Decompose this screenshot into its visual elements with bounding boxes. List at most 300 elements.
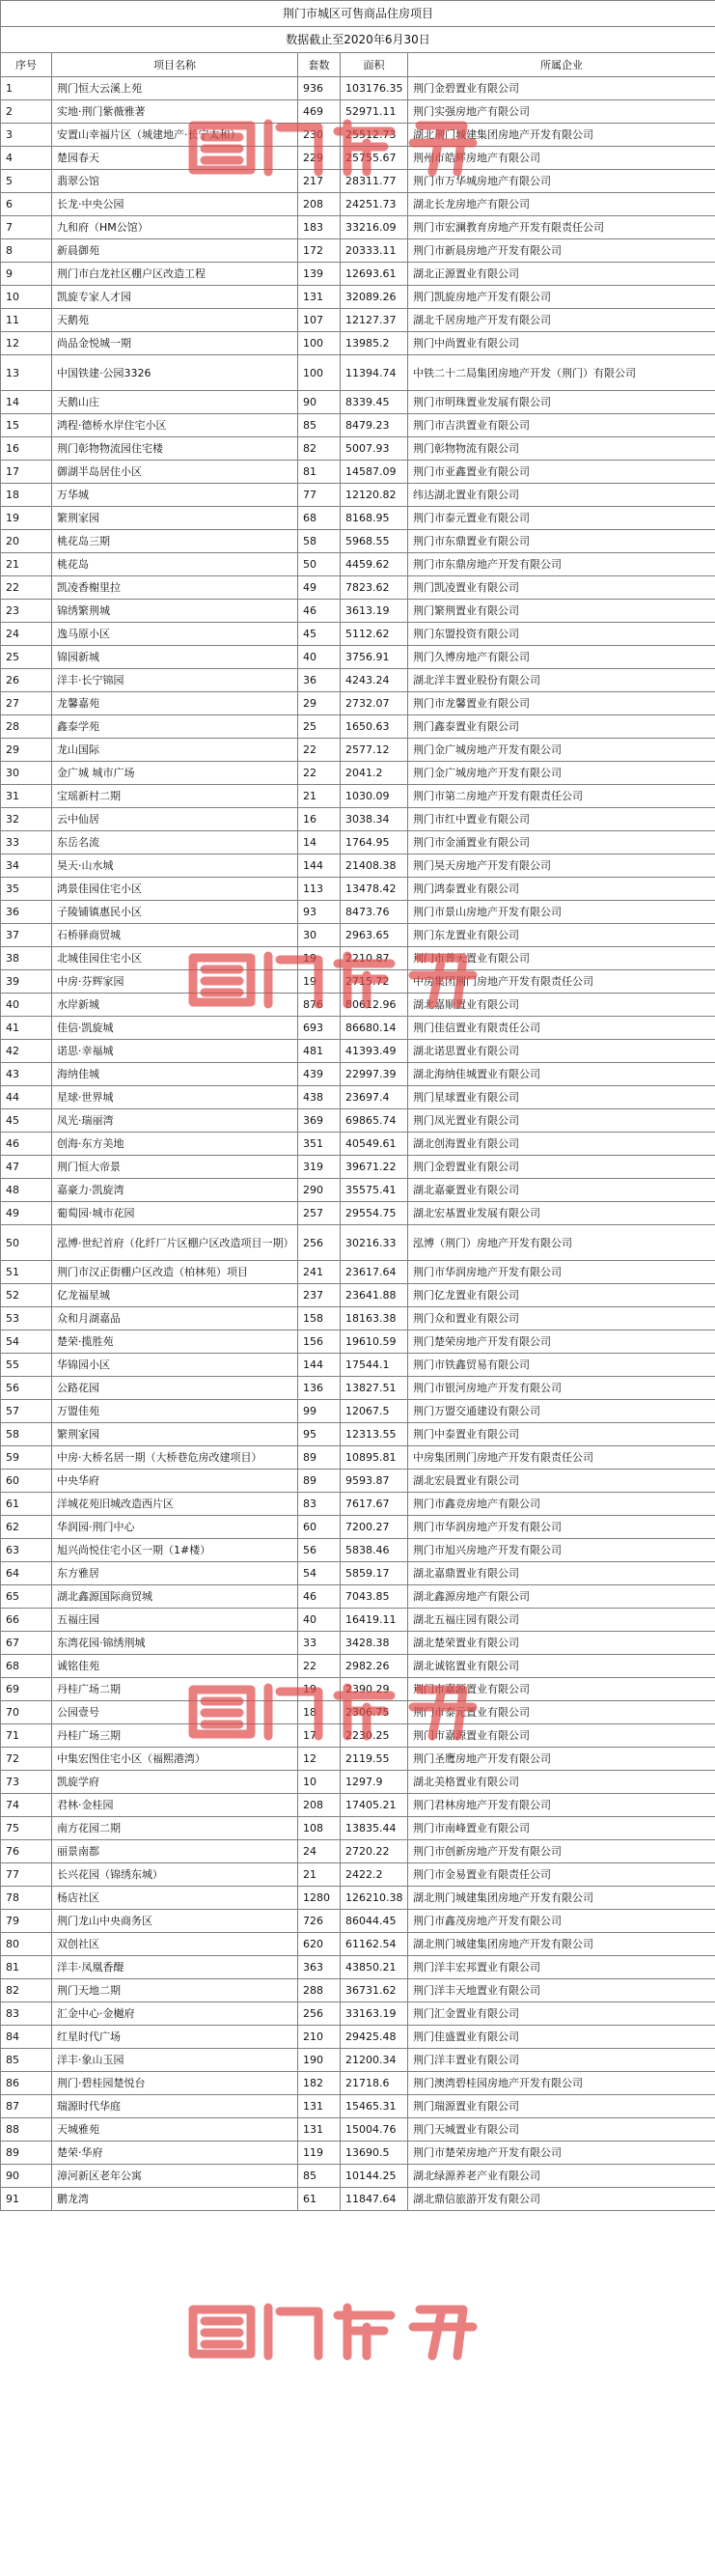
floor-area: 2119.55 [341, 1748, 408, 1771]
table-row [1, 1133, 715, 1156]
table-row [1, 355, 715, 391]
table-row [1, 309, 715, 332]
table-row [1, 1179, 715, 1202]
row-number: 37 [1, 924, 52, 947]
table-row [1, 1724, 715, 1748]
table-row [1, 461, 715, 484]
developer-name: 湖北楚荣置业有限公司 [408, 1632, 715, 1655]
row-number: 80 [1, 1933, 52, 1956]
row-number: 81 [1, 1956, 52, 1979]
developer-name: 荆门圣鹰房地产开发有限公司 [408, 1748, 715, 1771]
project-name: 亿龙福星城 [52, 1284, 298, 1307]
table-row [1, 1887, 715, 1910]
row-number: 48 [1, 1179, 52, 1202]
project-name: 凯旋专家人才园 [52, 286, 298, 309]
project-name: 荆门市白龙社区棚户区改造工程 [52, 263, 298, 286]
row-number: 85 [1, 2049, 52, 2072]
floor-area: 13827.51 [341, 1377, 408, 1400]
unit-count: 85 [298, 2165, 341, 2188]
unit-count: 439 [298, 1063, 341, 1086]
developer-name: 荆门市华润房地产开发有限公司 [408, 1516, 715, 1539]
project-name: 创海·东方美地 [52, 1133, 298, 1156]
row-number: 7 [1, 216, 52, 239]
unit-count: 230 [298, 124, 341, 147]
unit-count: 89 [298, 1470, 341, 1493]
unit-count: 726 [298, 1910, 341, 1933]
developer-name: 荆门金碧置业有限公司 [408, 77, 715, 100]
floor-area: 23617.64 [341, 1261, 408, 1284]
floor-area: 8339.45 [341, 391, 408, 414]
row-number: 59 [1, 1446, 52, 1470]
developer-name: 荆门市铁鑫贸易有限公司 [408, 1354, 715, 1377]
floor-area: 1297.9 [341, 1771, 408, 1794]
unit-count: 95 [298, 1423, 341, 1446]
title-row [1, 1, 715, 27]
project-name: 洋丰·象山玉园 [52, 2049, 298, 2072]
table-row [1, 1655, 715, 1678]
table-row [1, 1017, 715, 1040]
unit-count: 17 [298, 1724, 341, 1748]
unit-count: 30 [298, 924, 341, 947]
unit-count: 85 [298, 414, 341, 437]
unit-count: 40 [298, 1609, 341, 1632]
row-number: 22 [1, 576, 52, 600]
unit-count: 56 [298, 1539, 341, 1562]
table-row [1, 1933, 715, 1956]
floor-area: 20333.11 [341, 239, 408, 263]
floor-area: 12120.82 [341, 484, 408, 507]
developer-name: 荆门君林房地产开发有限公司 [408, 1794, 715, 1817]
developer-name: 湖北诺思置业有限公司 [408, 1040, 715, 1063]
floor-area: 15004.76 [341, 2118, 408, 2142]
table-row [1, 2072, 715, 2095]
unit-count: 25 [298, 715, 341, 739]
project-name: 嘉豪力·凯旋湾 [52, 1179, 298, 1202]
row-number: 89 [1, 2142, 52, 2165]
floor-area: 33216.09 [341, 216, 408, 239]
project-name: 锦园新城 [52, 646, 298, 669]
unit-count: 33 [298, 1632, 341, 1655]
developer-name: 荆门东龙置业有限公司 [408, 924, 715, 947]
row-number: 36 [1, 901, 52, 924]
table-row [1, 762, 715, 785]
floor-area: 11394.74 [341, 355, 408, 391]
table-title: 荆门市城区可售商品住房项目 [1, 1, 715, 27]
table-row [1, 831, 715, 854]
unit-count: 46 [298, 1585, 341, 1609]
floor-area: 21718.6 [341, 2072, 408, 2095]
row-number: 39 [1, 970, 52, 994]
project-name: 御湖半岛居住小区 [52, 461, 298, 484]
developer-name: 湖北长龙房地产有限公司 [408, 193, 715, 216]
table-row [1, 1470, 715, 1493]
row-number: 16 [1, 437, 52, 461]
developer-name: 荆门中泰置业有限公司 [408, 1423, 715, 1446]
project-name: 中国铁建·公园3326 [52, 355, 298, 391]
row-number: 61 [1, 1493, 52, 1516]
table-row [1, 646, 715, 669]
project-name: 诺思·幸福城 [52, 1040, 298, 1063]
developer-name: 荆门金碧置业有限公司 [408, 1156, 715, 1179]
developer-name: 湖北千居房地产开发有限公司 [408, 309, 715, 332]
floor-area: 21200.34 [341, 2049, 408, 2072]
project-name: 天鹅苑 [52, 309, 298, 332]
row-number: 41 [1, 1017, 52, 1040]
floor-area: 7200.27 [341, 1516, 408, 1539]
row-number: 62 [1, 1516, 52, 1539]
floor-area: 7617.67 [341, 1493, 408, 1516]
unit-count: 81 [298, 461, 341, 484]
row-number: 28 [1, 715, 52, 739]
table-row [1, 739, 715, 762]
developer-name: 湖北宏基置业发展有限公司 [408, 1202, 715, 1225]
floor-area: 16419.11 [341, 1609, 408, 1632]
project-name: 丹桂广场二期 [52, 1678, 298, 1701]
table-row [1, 1225, 715, 1261]
unit-count: 1280 [298, 1887, 341, 1910]
project-name: 长兴花园（锦绣东城） [52, 1863, 298, 1887]
table-row [1, 216, 715, 239]
project-name: 新晨御苑 [52, 239, 298, 263]
project-name: 丽景南都 [52, 1840, 298, 1863]
floor-area: 1650.63 [341, 715, 408, 739]
row-number: 53 [1, 1307, 52, 1330]
developer-name: 荆门凤光置业有限公司 [408, 1109, 715, 1133]
row-number: 69 [1, 1678, 52, 1701]
floor-area: 41393.49 [341, 1040, 408, 1063]
project-name: 楚荣·揽胜苑 [52, 1330, 298, 1354]
row-number: 29 [1, 739, 52, 762]
project-name: 漳河新区老年公寓 [52, 2165, 298, 2188]
table-row [1, 437, 715, 461]
table-row [1, 2049, 715, 2072]
row-number: 47 [1, 1156, 52, 1179]
row-number: 15 [1, 414, 52, 437]
project-name: 鸿程·德桥水岸住宅小区 [52, 414, 298, 437]
table-row [1, 147, 715, 170]
unit-count: 58 [298, 530, 341, 553]
project-name: 荆门·碧桂园楚悦台 [52, 2072, 298, 2095]
unit-count: 22 [298, 762, 341, 785]
floor-area: 8168.95 [341, 507, 408, 530]
table-row [1, 1794, 715, 1817]
table-row [1, 1632, 715, 1655]
floor-area: 29425.48 [341, 2026, 408, 2049]
row-number: 3 [1, 124, 52, 147]
project-name: 公园壹号 [52, 1701, 298, 1724]
unit-count: 22 [298, 739, 341, 762]
floor-area: 86680.14 [341, 1017, 408, 1040]
developer-name: 荆门市楚荣房地产开发有限公司 [408, 2142, 715, 2165]
row-number: 74 [1, 1794, 52, 1817]
project-name: 东方雅居 [52, 1562, 298, 1585]
unit-count: 93 [298, 901, 341, 924]
table-row [1, 2118, 715, 2142]
floor-area: 25755.67 [341, 147, 408, 170]
table-row [1, 239, 715, 263]
developer-name: 荆门万盟交通建设有限公司 [408, 1400, 715, 1423]
project-name: 长龙·中央公园 [52, 193, 298, 216]
unit-count: 18 [298, 1701, 341, 1724]
project-name: 中央华府 [52, 1470, 298, 1493]
developer-name: 荆门天城置业有限公司 [408, 2118, 715, 2142]
table-row [1, 947, 715, 970]
project-name: 万华城 [52, 484, 298, 507]
floor-area: 2963.65 [341, 924, 408, 947]
col-header-area: 面积 [341, 53, 408, 77]
unit-count: 83 [298, 1493, 341, 1516]
table-row [1, 1493, 715, 1516]
row-number: 27 [1, 692, 52, 715]
unit-count: 16 [298, 808, 341, 831]
floor-area: 12693.61 [341, 263, 408, 286]
unit-count: 158 [298, 1307, 341, 1330]
row-number: 32 [1, 808, 52, 831]
row-number: 71 [1, 1724, 52, 1748]
unit-count: 82 [298, 437, 341, 461]
row-number: 68 [1, 1655, 52, 1678]
unit-count: 363 [298, 1956, 341, 1979]
project-name: 五福庄园 [52, 1609, 298, 1632]
floor-area: 33163.19 [341, 2002, 408, 2026]
row-number: 82 [1, 1979, 52, 2002]
floor-area: 2732.07 [341, 692, 408, 715]
floor-area: 40549.61 [341, 1133, 408, 1156]
floor-area: 5007.93 [341, 437, 408, 461]
table-row [1, 1539, 715, 1562]
floor-area: 2577.12 [341, 739, 408, 762]
table-row [1, 1609, 715, 1632]
project-name: 荆门天地二期 [52, 1979, 298, 2002]
unit-count: 351 [298, 1133, 341, 1156]
floor-area: 24251.73 [341, 193, 408, 216]
unit-count: 19 [298, 1678, 341, 1701]
project-name: 九和府（HM公馆） [52, 216, 298, 239]
col-header-developer: 所属企业 [408, 53, 715, 77]
row-number: 60 [1, 1470, 52, 1493]
unit-count: 693 [298, 1017, 341, 1040]
unit-count: 876 [298, 994, 341, 1017]
watermark-logo-icon [183, 2298, 502, 2366]
table-row [1, 170, 715, 193]
project-name: 荆门彰物物流园住宅楼 [52, 437, 298, 461]
unit-count: 131 [298, 286, 341, 309]
table-row [1, 1516, 715, 1539]
developer-name: 中房集团荆门房地产开发有限责任公司 [408, 970, 715, 994]
developer-name: 湖北嘉鼎置业有限公司 [408, 1562, 715, 1585]
unit-count: 183 [298, 216, 341, 239]
project-name: 龙馨嘉苑 [52, 692, 298, 715]
row-number: 78 [1, 1887, 52, 1910]
row-number: 5 [1, 170, 52, 193]
developer-name: 荆门洋丰天地置业有限公司 [408, 1979, 715, 2002]
developer-name: 荆门金广城房地产开发有限公司 [408, 739, 715, 762]
floor-area: 4459.62 [341, 553, 408, 576]
floor-area: 15465.31 [341, 2095, 408, 2118]
unit-count: 12 [298, 1748, 341, 1771]
row-number: 45 [1, 1109, 52, 1133]
table-row [1, 1156, 715, 1179]
developer-name: 荆州市皓辉房地产有限公司 [408, 147, 715, 170]
unit-count: 469 [298, 100, 341, 124]
table-row [1, 1284, 715, 1307]
project-name: 海纳佳城 [52, 1063, 298, 1086]
project-name: 华锦园小区 [52, 1354, 298, 1377]
floor-area: 17544.1 [341, 1354, 408, 1377]
project-name: 实地·荆门紫薇雅著 [52, 100, 298, 124]
unit-count: 936 [298, 77, 341, 100]
project-name: 天城雅苑 [52, 2118, 298, 2142]
table-row [1, 1979, 715, 2002]
floor-area: 10895.81 [341, 1446, 408, 1470]
floor-area: 80612.96 [341, 994, 408, 1017]
row-number: 52 [1, 1284, 52, 1307]
project-name: 南方花园二期 [52, 1817, 298, 1840]
floor-area: 7043.85 [341, 1585, 408, 1609]
developer-name: 湖北宏晨置业有限公司 [408, 1470, 715, 1493]
floor-area: 2390.29 [341, 1678, 408, 1701]
unit-count: 144 [298, 1354, 341, 1377]
unit-count: 19 [298, 947, 341, 970]
unit-count: 54 [298, 1562, 341, 1585]
unit-count: 99 [298, 1400, 341, 1423]
table-row [1, 414, 715, 437]
table-row [1, 1678, 715, 1701]
project-name: 杨店社区 [52, 1887, 298, 1910]
unit-count: 40 [298, 646, 341, 669]
project-name: 安置山幸福片区（城建地产·长宁太和） [52, 124, 298, 147]
developer-name: 荆门市红中置业有限公司 [408, 808, 715, 831]
table-row [1, 2095, 715, 2118]
row-number: 6 [1, 193, 52, 216]
project-name: 公路花园 [52, 1377, 298, 1400]
table-row [1, 2165, 715, 2188]
floor-area: 5859.17 [341, 1562, 408, 1585]
row-number: 88 [1, 2118, 52, 2142]
unit-count: 90 [298, 391, 341, 414]
unit-count: 172 [298, 239, 341, 263]
table-row [1, 332, 715, 355]
developer-name: 荆门众和置业有限公司 [408, 1307, 715, 1330]
row-number: 70 [1, 1701, 52, 1724]
row-number: 8 [1, 239, 52, 263]
developer-name: 荆门楚荣房地产开发有限公司 [408, 1330, 715, 1354]
project-name: 诚铭佳苑 [52, 1655, 298, 1678]
row-number: 76 [1, 1840, 52, 1863]
project-name: 桃花岛 [52, 553, 298, 576]
table-row [1, 901, 715, 924]
floor-area: 3756.91 [341, 646, 408, 669]
row-number: 79 [1, 1910, 52, 1933]
developer-name: 荆门市龙馨置业有限公司 [408, 692, 715, 715]
developer-name: 荆门汇金置业有限公司 [408, 2002, 715, 2026]
developer-name: 荆门市景山房地产开发有限公司 [408, 901, 715, 924]
row-number: 11 [1, 309, 52, 332]
developer-name: 荆门东盟投资有限公司 [408, 623, 715, 646]
unit-count: 208 [298, 193, 341, 216]
developer-name: 荆门凯旋房地产开发有限公司 [408, 286, 715, 309]
unit-count: 46 [298, 600, 341, 623]
floor-area: 8479.23 [341, 414, 408, 437]
table-row [1, 1377, 715, 1400]
table-row [1, 600, 715, 623]
project-name: 昊天·山水城 [52, 854, 298, 878]
project-name: 中房·大桥名居一期（大桥巷危房改建项目） [52, 1446, 298, 1470]
table-row [1, 1562, 715, 1585]
floor-area: 13985.2 [341, 332, 408, 355]
unit-count: 21 [298, 785, 341, 808]
developer-name: 湖北嘉顺置业有限公司 [408, 994, 715, 1017]
table-row [1, 193, 715, 216]
unit-count: 229 [298, 147, 341, 170]
project-name: 湖北鑫源国际商贸城 [52, 1585, 298, 1609]
unit-count: 208 [298, 1794, 341, 1817]
floor-area: 17405.21 [341, 1794, 408, 1817]
row-number: 1 [1, 77, 52, 100]
developer-name: 荆门市金涌置业有限公司 [408, 831, 715, 854]
table-row [1, 1446, 715, 1470]
floor-area: 2306.75 [341, 1701, 408, 1724]
row-number: 83 [1, 2002, 52, 2026]
floor-area: 8473.76 [341, 901, 408, 924]
row-number: 25 [1, 646, 52, 669]
table-row [1, 1840, 715, 1863]
table-row [1, 854, 715, 878]
col-header-units: 套数 [298, 53, 341, 77]
floor-area: 36731.62 [341, 1979, 408, 2002]
project-name: 石桥驿商贸城 [52, 924, 298, 947]
project-name: 荆门恒大帝景 [52, 1156, 298, 1179]
project-name: 双创社区 [52, 1933, 298, 1956]
floor-area: 1030.09 [341, 785, 408, 808]
floor-area: 12127.37 [341, 309, 408, 332]
row-number: 66 [1, 1609, 52, 1632]
table-row [1, 1423, 715, 1446]
project-name: 葡萄园·城市花园 [52, 1202, 298, 1225]
developer-name: 荆门久博房地产有限公司 [408, 646, 715, 669]
table-row [1, 576, 715, 600]
unit-count: 108 [298, 1817, 341, 1840]
unit-count: 29 [298, 692, 341, 715]
developer-name: 荆门彰物物流有限公司 [408, 437, 715, 461]
row-number: 51 [1, 1261, 52, 1284]
unit-count: 319 [298, 1156, 341, 1179]
project-name: 泓博·世纪首府（化纤厂片区棚户区改造项目一期） [52, 1225, 298, 1261]
developer-name: 荆门市华润房地产开发有限公司 [408, 1261, 715, 1284]
project-name: 楚园春天 [52, 147, 298, 170]
unit-count: 237 [298, 1284, 341, 1307]
developer-name: 荆门亿龙置业有限公司 [408, 1284, 715, 1307]
row-number: 40 [1, 994, 52, 1017]
developer-name: 荆门佳信置业有限责任公司 [408, 1017, 715, 1040]
table-row [1, 77, 715, 100]
table-row [1, 878, 715, 901]
project-name: 繁荆家园 [52, 1423, 298, 1446]
developer-name: 湖北绿源养老产业有限公司 [408, 2165, 715, 2188]
developer-name: 荆门市银河房地产开发有限公司 [408, 1377, 715, 1400]
row-number: 55 [1, 1354, 52, 1377]
developer-name: 湖北正源置业有限公司 [408, 263, 715, 286]
table-row [1, 2002, 715, 2026]
project-name: 旭兴尚悦住宅小区一期（1#楼） [52, 1539, 298, 1562]
row-number: 21 [1, 553, 52, 576]
project-name: 水岸新城 [52, 994, 298, 1017]
unit-count: 100 [298, 355, 341, 391]
table-row [1, 1585, 715, 1609]
unit-count: 217 [298, 170, 341, 193]
table-row [1, 1910, 715, 1933]
floor-area: 28311.77 [341, 170, 408, 193]
